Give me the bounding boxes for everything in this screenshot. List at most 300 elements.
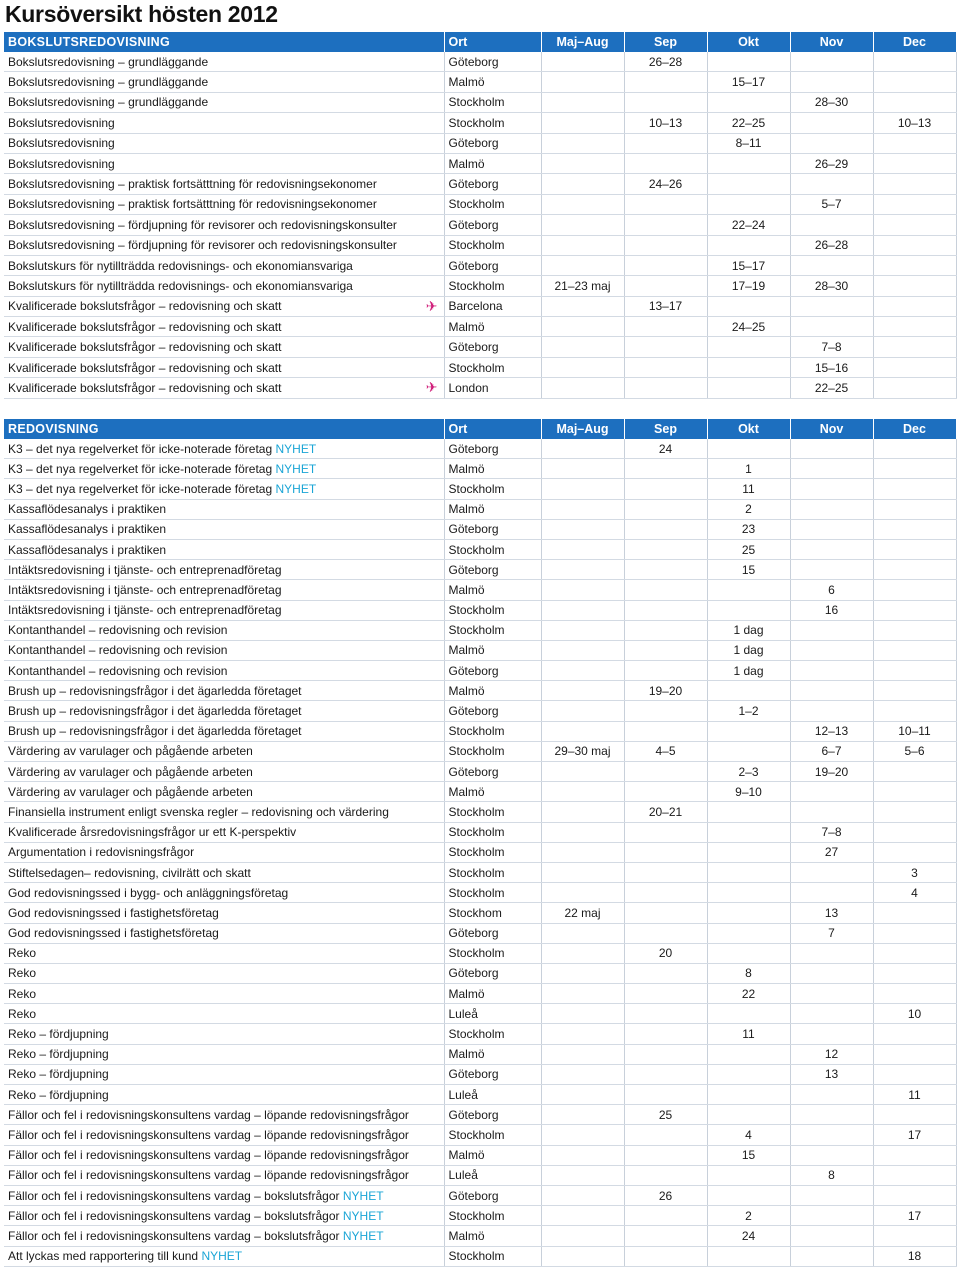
date-cell-majaug [541, 842, 624, 862]
date-cell-okt: 15–17 [707, 72, 790, 92]
table-row[interactable] [4, 194, 956, 214]
course-cell [4, 943, 444, 963]
course-name: Kontanthandel – redovisning och revision [8, 663, 228, 678]
course-name: Att lyckas med rapportering till kund [8, 1249, 199, 1264]
table-row[interactable] [4, 842, 956, 862]
date-cell-majaug [541, 600, 624, 620]
nyhet-badge: NYHET [275, 481, 317, 496]
course-name: Bokslutsredovisning – grundläggande [8, 75, 209, 90]
date-cell-sep [624, 235, 707, 255]
date-cell-nov [790, 1004, 873, 1024]
date-cell-okt [707, 822, 790, 842]
date-cell-sep [624, 762, 707, 782]
table-row[interactable] [4, 1004, 956, 1024]
date-cell-okt: 2–3 [707, 762, 790, 782]
date-cell-dec [873, 560, 956, 580]
date-cell-dec [873, 499, 956, 519]
date-cell-dec [873, 1226, 956, 1246]
date-cell-okt: 11 [707, 1024, 790, 1044]
date-cell-okt: 1 dag [707, 620, 790, 640]
course-name: Argumentation i redovisningsfrågor [8, 845, 195, 860]
table-row[interactable] [4, 1145, 956, 1165]
date-cell-dec [873, 1145, 956, 1165]
date-cell-majaug [541, 1064, 624, 1084]
date-cell-nov [790, 499, 873, 519]
location-cell: Stockholm [444, 479, 541, 499]
date-cell-dec [873, 519, 956, 539]
course-cell [4, 479, 444, 499]
date-cell-sep [624, 822, 707, 842]
airplane-icon: ✈ [425, 379, 438, 396]
course-name: Brush up – redovisningsfrågor i det ägarledda företaget [8, 683, 302, 698]
course-cell [4, 681, 444, 701]
location-cell: London [444, 378, 541, 398]
date-cell-sep [624, 661, 707, 681]
course-cell [4, 1064, 444, 1084]
table-row[interactable] [4, 337, 956, 357]
date-cell-nov [790, 519, 873, 539]
course-name: Intäktsredovisning i tjänste- och entreprenadföretag [8, 603, 282, 618]
date-cell-nov: 6–7 [790, 741, 873, 761]
location-cell: Malmö [444, 681, 541, 701]
column-header-ort: Ort [444, 32, 541, 52]
date-cell-dec: 17 [873, 1206, 956, 1226]
table-row[interactable] [4, 600, 956, 620]
location-cell: Stockholm [444, 822, 541, 842]
date-cell-nov [790, 782, 873, 802]
date-cell-dec [873, 1185, 956, 1205]
table-row[interactable] [4, 1165, 956, 1185]
location-cell: Stockholm [444, 1206, 541, 1226]
date-cell-nov [790, 640, 873, 660]
date-cell-dec [873, 802, 956, 822]
location-cell: Stockhom [444, 903, 541, 923]
date-cell-sep [624, 499, 707, 519]
course-cell [4, 580, 444, 600]
date-cell-nov [790, 317, 873, 337]
date-cell-nov [790, 174, 873, 194]
date-cell-nov [790, 255, 873, 275]
course-cell [4, 661, 444, 681]
table-row[interactable] [4, 620, 956, 640]
date-cell-okt [707, 439, 790, 459]
date-cell-okt [707, 600, 790, 620]
table-row[interactable] [4, 1226, 956, 1246]
date-cell-dec [873, 1044, 956, 1064]
date-cell-sep: 20 [624, 943, 707, 963]
table-row[interactable] [4, 378, 956, 398]
table-row[interactable] [4, 215, 956, 235]
date-cell-nov [790, 1125, 873, 1145]
date-cell-majaug [541, 762, 624, 782]
date-cell-majaug [541, 923, 624, 943]
table-row[interactable] [4, 1044, 956, 1064]
date-cell-majaug [541, 174, 624, 194]
course-name: Värdering av varulager och pågående arbeten [8, 784, 253, 799]
date-cell-majaug [541, 317, 624, 337]
table-row[interactable] [4, 782, 956, 802]
course-name: Bokslutsredovisning [8, 156, 115, 171]
date-cell-sep [624, 640, 707, 660]
column-header-nov: Nov [790, 419, 873, 439]
date-cell-majaug [541, 235, 624, 255]
date-cell-dec [873, 842, 956, 862]
course-cell [4, 903, 444, 923]
date-cell-okt [707, 681, 790, 701]
course-cell [4, 721, 444, 741]
date-cell-okt: 24 [707, 1226, 790, 1246]
table-row[interactable] [4, 943, 956, 963]
table-row[interactable] [4, 883, 956, 903]
location-cell: Stockholm [444, 883, 541, 903]
table-row[interactable] [4, 721, 956, 741]
date-cell-majaug [541, 1145, 624, 1165]
date-cell-sep: 24 [624, 439, 707, 459]
column-header-okt: Okt [707, 32, 790, 52]
date-cell-okt: 11 [707, 479, 790, 499]
course-cell [4, 883, 444, 903]
date-cell-dec [873, 378, 956, 398]
course-name: Fällor och fel i redovisningskonsultens vardag – bokslutsfrågor [8, 1228, 340, 1243]
course-cell [4, 701, 444, 721]
table-row[interactable] [4, 1185, 956, 1205]
date-cell-nov [790, 1226, 873, 1246]
table-body [4, 52, 956, 398]
date-cell-okt [707, 1165, 790, 1185]
table-row[interactable] [4, 903, 956, 923]
table-row[interactable] [4, 92, 956, 112]
date-cell-okt [707, 92, 790, 112]
location-cell: Göteborg [444, 963, 541, 983]
date-cell-sep: 10–13 [624, 113, 707, 133]
date-cell-dec [873, 681, 956, 701]
date-cell-dec [873, 822, 956, 842]
table-row[interactable] [4, 1085, 956, 1105]
table-row[interactable] [4, 862, 956, 882]
table-row[interactable] [4, 499, 956, 519]
date-cell-nov: 7–8 [790, 822, 873, 842]
date-cell-nov [790, 52, 873, 72]
table-row[interactable] [4, 296, 956, 316]
date-cell-dec [873, 52, 956, 72]
course-cell [4, 1145, 444, 1165]
location-cell: Malmö [444, 317, 541, 337]
course-cell [4, 92, 444, 112]
course-name: Fällor och fel i redovisningskonsultens vardag – löpande redovisningsfrågor [8, 1107, 409, 1122]
date-cell-sep [624, 519, 707, 539]
date-cell-dec: 10 [873, 1004, 956, 1024]
table-row[interactable] [4, 357, 956, 377]
table-row[interactable] [4, 133, 956, 153]
location-cell: Luleå [444, 1085, 541, 1105]
table-row[interactable] [4, 439, 956, 459]
table-row[interactable] [4, 984, 956, 1004]
table-row[interactable] [4, 539, 956, 559]
table-row[interactable] [4, 802, 956, 822]
course-name: Kontanthandel – redovisning och revision [8, 643, 228, 658]
course-name: K3 – det nya regelverket för icke-noterade företag [8, 441, 273, 456]
table-row[interactable] [4, 560, 956, 580]
location-cell: Luleå [444, 1165, 541, 1185]
table-row[interactable] [4, 479, 956, 499]
course-cell [4, 296, 444, 316]
date-cell-dec [873, 580, 956, 600]
date-cell-okt: 2 [707, 499, 790, 519]
date-cell-nov [790, 1145, 873, 1165]
date-cell-nov: 6 [790, 580, 873, 600]
date-cell-sep [624, 215, 707, 235]
date-cell-sep: 19–20 [624, 681, 707, 701]
location-cell: Göteborg [444, 519, 541, 539]
date-cell-majaug [541, 560, 624, 580]
date-cell-majaug [541, 499, 624, 519]
date-cell-okt: 8 [707, 963, 790, 983]
date-cell-sep [624, 883, 707, 903]
date-cell-dec [873, 255, 956, 275]
course-cell [4, 194, 444, 214]
date-cell-sep [624, 459, 707, 479]
section-heading: REDOVISNING [4, 419, 444, 439]
location-cell: Göteborg [444, 701, 541, 721]
date-cell-majaug [541, 721, 624, 741]
course-name: Kvalificerade bokslutsfrågor – redovisning och skatt [8, 340, 282, 355]
date-cell-okt [707, 1064, 790, 1084]
date-cell-dec [873, 943, 956, 963]
table-row[interactable] [4, 1125, 956, 1145]
date-cell-majaug [541, 1165, 624, 1185]
table-row[interactable] [4, 681, 956, 701]
date-cell-nov [790, 479, 873, 499]
location-cell: Stockholm [444, 235, 541, 255]
table-row[interactable] [4, 923, 956, 943]
date-cell-dec [873, 1064, 956, 1084]
course-cell [4, 337, 444, 357]
location-cell: Göteborg [444, 215, 541, 235]
date-cell-sep [624, 903, 707, 923]
date-cell-nov: 12 [790, 1044, 873, 1064]
date-cell-dec [873, 133, 956, 153]
table-row[interactable] [4, 701, 956, 721]
date-cell-okt [707, 721, 790, 741]
date-cell-nov [790, 1105, 873, 1125]
date-cell-sep [624, 620, 707, 640]
course-name: K3 – det nya regelverket för icke-noterade företag [8, 461, 273, 476]
course-name: Intäktsredovisning i tjänste- och entreprenadföretag [8, 562, 282, 577]
table-row[interactable] [4, 1064, 956, 1084]
date-cell-majaug [541, 1105, 624, 1125]
date-cell-okt: 1 dag [707, 640, 790, 660]
date-cell-okt: 15 [707, 560, 790, 580]
date-cell-majaug: 29–30 maj [541, 741, 624, 761]
course-cell [4, 802, 444, 822]
date-cell-dec [873, 762, 956, 782]
table-row[interactable] [4, 459, 956, 479]
table-row[interactable] [4, 52, 956, 72]
date-cell-sep: 13–17 [624, 296, 707, 316]
course-name: Kvalificerade årsredovisningsfrågor ur ett K-perspektiv [8, 825, 297, 840]
course-name: Intäktsredovisning i tjänste- och entreprenadföretag [8, 582, 282, 597]
date-cell-dec [873, 640, 956, 660]
course-cell [4, 519, 444, 539]
date-cell-okt: 1 dag [707, 661, 790, 681]
date-cell-majaug [541, 1044, 624, 1064]
location-cell: Stockholm [444, 194, 541, 214]
table-row[interactable] [4, 255, 956, 275]
date-cell-okt [707, 1246, 790, 1266]
course-cell [4, 762, 444, 782]
date-cell-majaug [541, 519, 624, 539]
date-cell-sep [624, 539, 707, 559]
date-cell-sep [624, 1085, 707, 1105]
table-row[interactable] [4, 235, 956, 255]
date-cell-okt: 15–17 [707, 255, 790, 275]
course-cell [4, 499, 444, 519]
date-cell-nov [790, 1185, 873, 1205]
table-row[interactable] [4, 1206, 956, 1226]
course-name: Bokslutsredovisning – fördjupning för revisorer och redovisningskonsulter [8, 238, 397, 253]
course-name: Reko – fördjupning [8, 1087, 109, 1102]
course-name: Reko – fördjupning [8, 1027, 109, 1042]
date-cell-sep [624, 357, 707, 377]
course-cell [4, 923, 444, 943]
column-header-sep: Sep [624, 419, 707, 439]
course-cell [4, 215, 444, 235]
location-cell: Göteborg [444, 1185, 541, 1205]
date-cell-majaug [541, 479, 624, 499]
course-name: Fällor och fel i redovisningskonsultens vardag – bokslutsfrågor [8, 1188, 340, 1203]
course-name: Reko – fördjupning [8, 1047, 109, 1062]
date-cell-dec [873, 661, 956, 681]
course-cell [4, 1004, 444, 1024]
date-cell-nov [790, 1024, 873, 1044]
date-cell-dec: 17 [873, 1125, 956, 1145]
location-cell: Malmö [444, 153, 541, 173]
table-row[interactable] [4, 276, 956, 296]
table-header-row [4, 32, 956, 52]
table-row[interactable] [4, 640, 956, 660]
course-name: Kvalificerade bokslutsfrågor – redovisning och skatt [8, 319, 282, 334]
date-cell-sep [624, 317, 707, 337]
column-header-dec: Dec [873, 32, 956, 52]
course-cell [4, 72, 444, 92]
date-cell-nov: 27 [790, 842, 873, 862]
nyhet-badge: NYHET [275, 461, 317, 476]
course-name: Kvalificerade bokslutsfrågor – redovisning och skatt [8, 380, 282, 395]
table-row[interactable] [4, 661, 956, 681]
date-cell-majaug [541, 580, 624, 600]
date-cell-majaug [541, 72, 624, 92]
date-cell-sep: 26 [624, 1185, 707, 1205]
location-cell: Stockholm [444, 92, 541, 112]
date-cell-okt [707, 883, 790, 903]
date-cell-majaug [541, 337, 624, 357]
date-cell-nov: 5–7 [790, 194, 873, 214]
date-cell-sep [624, 984, 707, 1004]
date-cell-okt [707, 802, 790, 822]
course-name: Bokslutsredovisning – grundläggande [8, 54, 209, 69]
course-name: Brush up – redovisningsfrågor i det ägarledda företaget [8, 704, 302, 719]
course-name: Värdering av varulager och pågående arbeten [8, 764, 253, 779]
date-cell-okt: 15 [707, 1145, 790, 1165]
course-name: Bokslutsredovisning – praktisk fortsätttning för redovisningsekonomer [8, 197, 377, 212]
date-cell-okt [707, 357, 790, 377]
date-cell-majaug [541, 194, 624, 214]
location-cell: Stockholm [444, 1125, 541, 1145]
location-cell: Stockholm [444, 357, 541, 377]
location-cell: Göteborg [444, 661, 541, 681]
location-cell: Stockholm [444, 113, 541, 133]
date-cell-dec [873, 600, 956, 620]
date-cell-sep [624, 600, 707, 620]
table-row[interactable] [4, 113, 956, 133]
location-cell: Göteborg [444, 560, 541, 580]
table-row[interactable] [4, 153, 956, 173]
location-cell: Göteborg [444, 255, 541, 275]
course-name: Fällor och fel i redovisningskonsultens vardag – löpande redovisningsfrågor [8, 1148, 409, 1163]
table-row[interactable] [4, 317, 956, 337]
date-cell-dec [873, 984, 956, 1004]
course-cell [4, 560, 444, 580]
table-row[interactable] [4, 822, 956, 842]
table-row[interactable] [4, 1105, 956, 1125]
date-cell-sep [624, 92, 707, 112]
course-cell [4, 235, 444, 255]
date-cell-okt [707, 337, 790, 357]
course-cell [4, 822, 444, 842]
date-cell-nov [790, 296, 873, 316]
date-cell-dec [873, 782, 956, 802]
table-row[interactable] [4, 174, 956, 194]
table-row[interactable] [4, 1024, 956, 1044]
date-cell-sep [624, 1206, 707, 1226]
table-row[interactable] [4, 580, 956, 600]
location-cell: Malmö [444, 459, 541, 479]
location-cell: Malmö [444, 1044, 541, 1064]
date-cell-nov: 26–28 [790, 235, 873, 255]
date-cell-sep: 4–5 [624, 741, 707, 761]
date-cell-majaug [541, 378, 624, 398]
course-name: Bokslutskurs för nytillträdda redovisnings- och ekonomiansvariga [8, 258, 353, 273]
location-cell: Göteborg [444, 52, 541, 72]
table-row[interactable] [4, 519, 956, 539]
course-cell [4, 1125, 444, 1145]
date-cell-okt [707, 153, 790, 173]
date-cell-sep [624, 842, 707, 862]
date-cell-okt [707, 296, 790, 316]
date-cell-okt: 24–25 [707, 317, 790, 337]
date-cell-majaug [541, 782, 624, 802]
date-cell-sep: 20–21 [624, 802, 707, 822]
date-cell-majaug [541, 92, 624, 112]
location-cell: Stockholm [444, 721, 541, 741]
table-row[interactable] [4, 72, 956, 92]
course-name: Kontanthandel – redovisning och revision [8, 623, 228, 638]
date-cell-nov [790, 661, 873, 681]
course-cell [4, 600, 444, 620]
table-row[interactable] [4, 1246, 956, 1266]
table-row[interactable] [4, 963, 956, 983]
table-row[interactable] [4, 741, 956, 761]
date-cell-dec [873, 357, 956, 377]
date-cell-sep [624, 721, 707, 741]
date-cell-sep: 24–26 [624, 174, 707, 194]
date-cell-majaug [541, 681, 624, 701]
date-cell-nov [790, 1246, 873, 1266]
location-cell: Malmö [444, 580, 541, 600]
course-name: God redovisningssed i fastighetsföretag [8, 905, 219, 920]
table-row[interactable] [4, 762, 956, 782]
date-cell-sep [624, 1226, 707, 1246]
